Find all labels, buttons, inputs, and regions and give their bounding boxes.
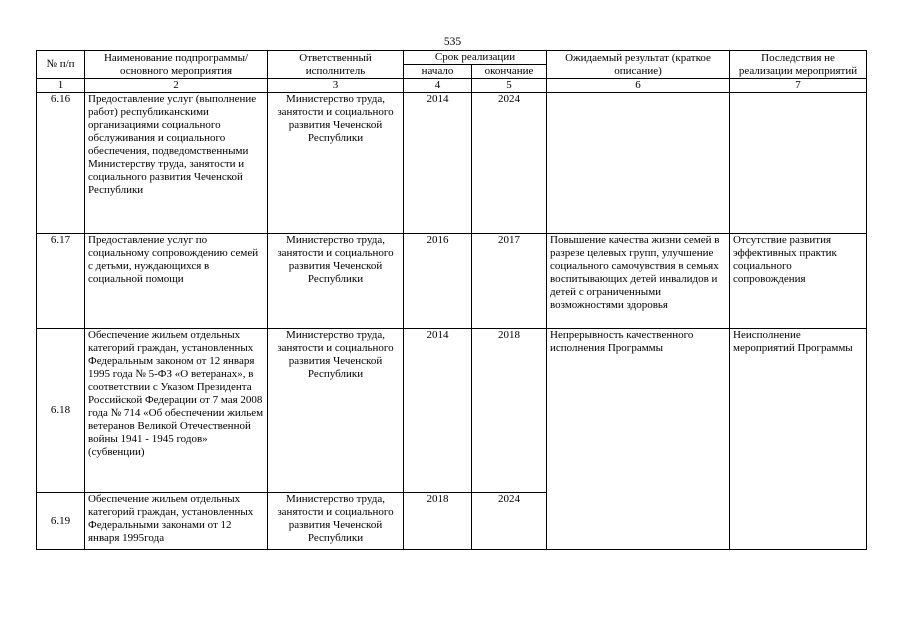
page-number: 535: [443, 36, 462, 48]
column-number-row: [37, 79, 867, 93]
table-row: [37, 93, 867, 234]
table-row: [37, 234, 867, 329]
column-number: 1: [37, 79, 85, 93]
row-start: 2016: [404, 234, 472, 329]
row-name: Обеспечение жильем отдельных категорий граждан, установленных Федеральными законами от 12 января 1995года: [85, 493, 268, 550]
row-start: 2018: [404, 493, 472, 550]
column-number: 2: [85, 79, 268, 93]
column-number: 5: [472, 79, 547, 93]
header-result: Ожидаемый результат (краткое описание): [547, 51, 730, 79]
column-number: 4: [404, 79, 472, 93]
table-row: [37, 329, 867, 493]
header-executor: Ответственный исполнитель: [268, 51, 404, 79]
row-consequences: Неисполнение мероприятий Программы: [730, 329, 867, 550]
row-end: 2024: [472, 93, 547, 234]
row-executor: Министерство труда, занятости и социального развития Чеченской Республики: [268, 329, 404, 493]
header-end: окончание: [472, 65, 547, 79]
row-result: Повышение качества жизни семей в разрезе целевых групп, улучшение социального самочувствия в семьях воспитывающих детей инвалидов и детей с ограниченными возможностями здоровья: [547, 234, 730, 329]
header-row-1: [37, 51, 867, 65]
header-consequences: Последствия не реализации мероприятий: [730, 51, 867, 79]
row-start: 2014: [404, 93, 472, 234]
header-period: Срок реализации: [404, 51, 547, 65]
row-result: Непрерывность качественного исполнения Программы: [547, 329, 730, 550]
row-result: [547, 93, 730, 234]
row-consequences: [730, 93, 867, 234]
header-start: начало: [404, 65, 472, 79]
row-executor: Министерство труда, занятости и социального развития Чеченской Республики: [268, 93, 404, 234]
column-number: 6: [547, 79, 730, 93]
row-consequences: Отсутствие развития эффективных практик социального сопровождения: [730, 234, 867, 329]
row-name: Обеспечение жильем отдельных категорий граждан, установленных Федеральным законом от 12 января 1995 года № 5-ФЗ «О ветеранах», в соответствии с Указом Президента Российской Федерации от 7 мая 2008 года № 714 «Об обеспечении жильем ветеранов Великой Отечественной войны 1941 - 1945 годов» (субвенции): [85, 329, 268, 493]
row-name: Предоставление услуг (выполнение работ) республиканскими организациями социального обслуживания и социального обеспечения, подведомственными Министерству труда, занятости и социального развития Чеченской Республики: [85, 93, 268, 234]
row-number: 6.19: [37, 493, 85, 550]
row-end: 2018: [472, 329, 547, 493]
row-number: 6.16: [37, 93, 85, 234]
program-table: [36, 50, 867, 550]
row-number: 6.18: [37, 329, 85, 493]
header-name: Наименование подпрограммы/ основного мероприятия: [85, 51, 268, 79]
column-number: 3: [268, 79, 404, 93]
row-executor: Министерство труда, занятости и социального развития Чеченской Республики: [268, 493, 404, 550]
row-end: 2017: [472, 234, 547, 329]
column-number: 7: [730, 79, 867, 93]
row-end: 2024: [472, 493, 547, 550]
header-num: № п/п: [37, 51, 85, 79]
row-name: Предоставление услуг по социальному сопровождению семей с детьми, нуждающихся в социальной помощи: [85, 234, 268, 329]
row-executor: Министерство труда, занятости и социального развития Чеченской Республики: [268, 234, 404, 329]
row-start: 2014: [404, 329, 472, 493]
row-number: 6.17: [37, 234, 85, 329]
